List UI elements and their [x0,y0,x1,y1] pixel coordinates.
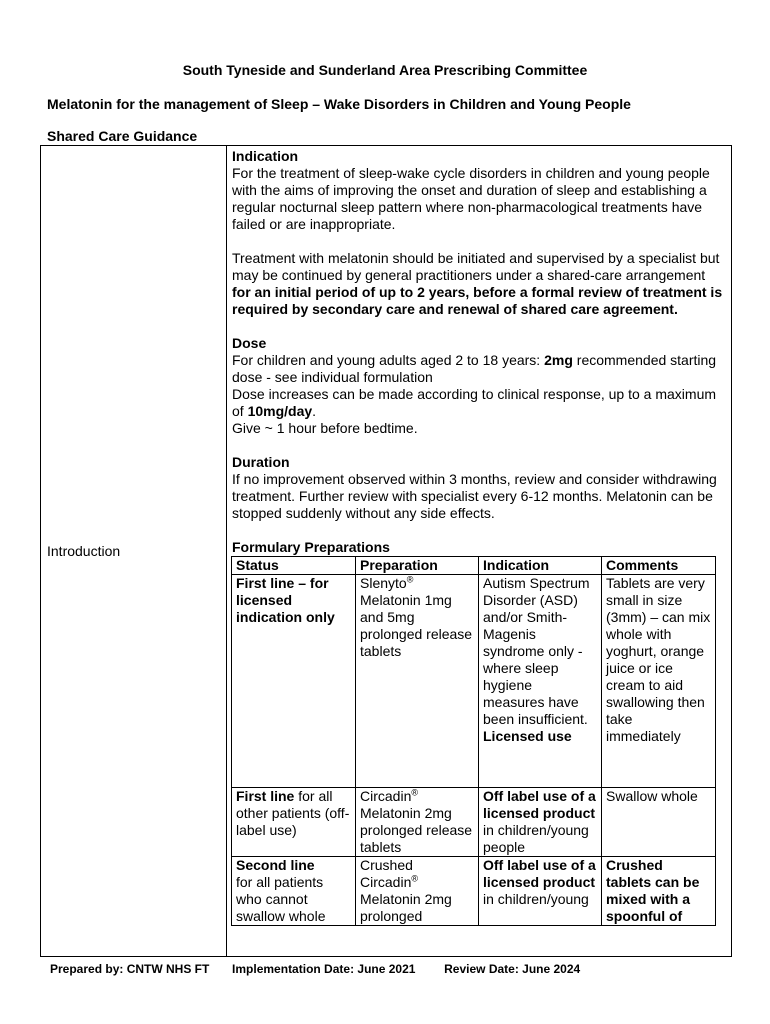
formulary-heading: Formulary Preparations [232,539,390,555]
dose-heading: Dose [232,335,267,351]
column-header-preparation: Preparation [356,557,479,575]
preparation-brand: Circadin [360,874,412,890]
off-label-label: Off label use of a licensed product [483,788,596,821]
dose-line-2-bold: 10mg/day [247,403,313,419]
dose-line-1-bold: 2mg [544,352,573,368]
registered-mark: ® [406,574,414,585]
initiation-text [232,250,723,318]
status-bold: First line [236,788,295,804]
status-cell [232,788,356,857]
row-label-cell [41,146,227,956]
dose-line-3: Give ~ 1 hour before bedtime. [232,420,418,436]
column-header-indication: Indication [479,557,602,575]
licensed-use-label: Licensed use [483,728,572,744]
footer-prepared-by: Prepared by: CNTW NHS FT [50,962,210,976]
off-label-label: Off label use of a licensed product [483,857,596,890]
formulary-header-row [232,557,716,575]
duration-text: If no improvement observed within 3 months, review and consider withdrawing treatment. Further review with specialist every 6-12 months. Melatonin can be stopped suddenly without any side effects. [232,471,717,521]
indication-cell [479,575,602,788]
indication-details: Autism Spectrum Disorder (ASD) and/or Smith-Magenis syndrome only - where sleep hygiene measures have been insufficient. [483,575,590,727]
status-bold: Second line [236,857,315,873]
status-cell: First line – for licensed indication only [232,575,356,788]
indication-heading: Indication [232,148,299,164]
preparation-brand: Slenyto [360,575,407,591]
preparation-cell [356,575,479,788]
footer-implementation-date: Implementation Date: June 2021 [232,962,416,976]
column-header-comments: Comments [602,557,716,575]
dose-line-1-b: recommended starting dose - see individual formulation [232,352,717,385]
indication-text: For the treatment of sleep-wake cycle disorders in children and young people with the aims of improving the onset and duration of sleep and establishing a regular nocturnal sleep pattern where non-pharmacological treatments have failed or are inappropriate. [232,165,710,232]
indication-rest: in children/young people [483,822,589,855]
table-row [232,788,716,857]
table-row [232,575,716,788]
comments-cell: Swallow whole [602,788,716,857]
initiation-text-plain: Treatment with melatonin should be initiated and supervised by a specialist but may be continued by general practitioners under a shared-care arrangement [232,250,720,283]
status-rest: for all other patients (off-label use) [236,788,350,838]
registered-mark: ® [411,787,418,798]
table-row [232,857,716,926]
dose-line-2-b: . [312,403,317,419]
preparation-prefix: Crushed [360,857,413,873]
status-cell [232,857,356,926]
indication-cell [479,857,602,926]
dose-line-1-a: For children and young adults aged 2 to 18 years: [232,352,545,368]
row-label-introduction: Introduction [47,543,121,559]
preparation-cell [356,857,479,926]
preparation-details: Melatonin 1mg and 5mg prolonged release tablets [360,592,473,659]
comments-cell: Tablets are very small in size (3mm) – can mix whole with yoghurt, orange juice or ice cream to aid swallowing then take immediately [602,575,716,788]
section-title: Shared Care Guidance [47,128,198,144]
shared-care-table [40,145,732,957]
dose-line-1 [232,352,723,386]
formulary-table [231,556,716,926]
status-rest: for all patients who cannot swallow whole [236,874,326,924]
dose-line-2-a: Dose increases can be made according to clinical response, up to a maximum of [232,386,717,419]
page-title: South Tyneside and Sunderland Area Prescribing Committee [182,62,588,78]
indication-cell [479,788,602,857]
document-subtitle: Melatonin for the management of Sleep – Wake Disorders in Children and Young People [47,96,631,112]
comments-cell: Crushed tablets can be mixed with a spoonful of [602,857,716,926]
initiation-text-bold: for an initial period of up to 2 years, before a formal review of treatment is required by secondary care and renewal of shared care agreement. [232,284,723,317]
preparation-cell [356,788,479,857]
duration-heading: Duration [232,454,290,470]
preparation-brand: Circadin [360,788,412,804]
content-cell [227,146,731,956]
registered-mark: ® [411,873,418,884]
preparation-details: Melatonin 2mg prolonged [360,891,452,924]
column-header-status: Status [232,557,356,575]
dose-line-2 [232,386,723,420]
indication-rest: in children/young [483,891,589,907]
footer-review-date: Review Date: June 2024 [444,962,581,976]
page-footer [50,962,580,976]
preparation-details: Melatonin 2mg prolonged release tablets [360,805,473,855]
